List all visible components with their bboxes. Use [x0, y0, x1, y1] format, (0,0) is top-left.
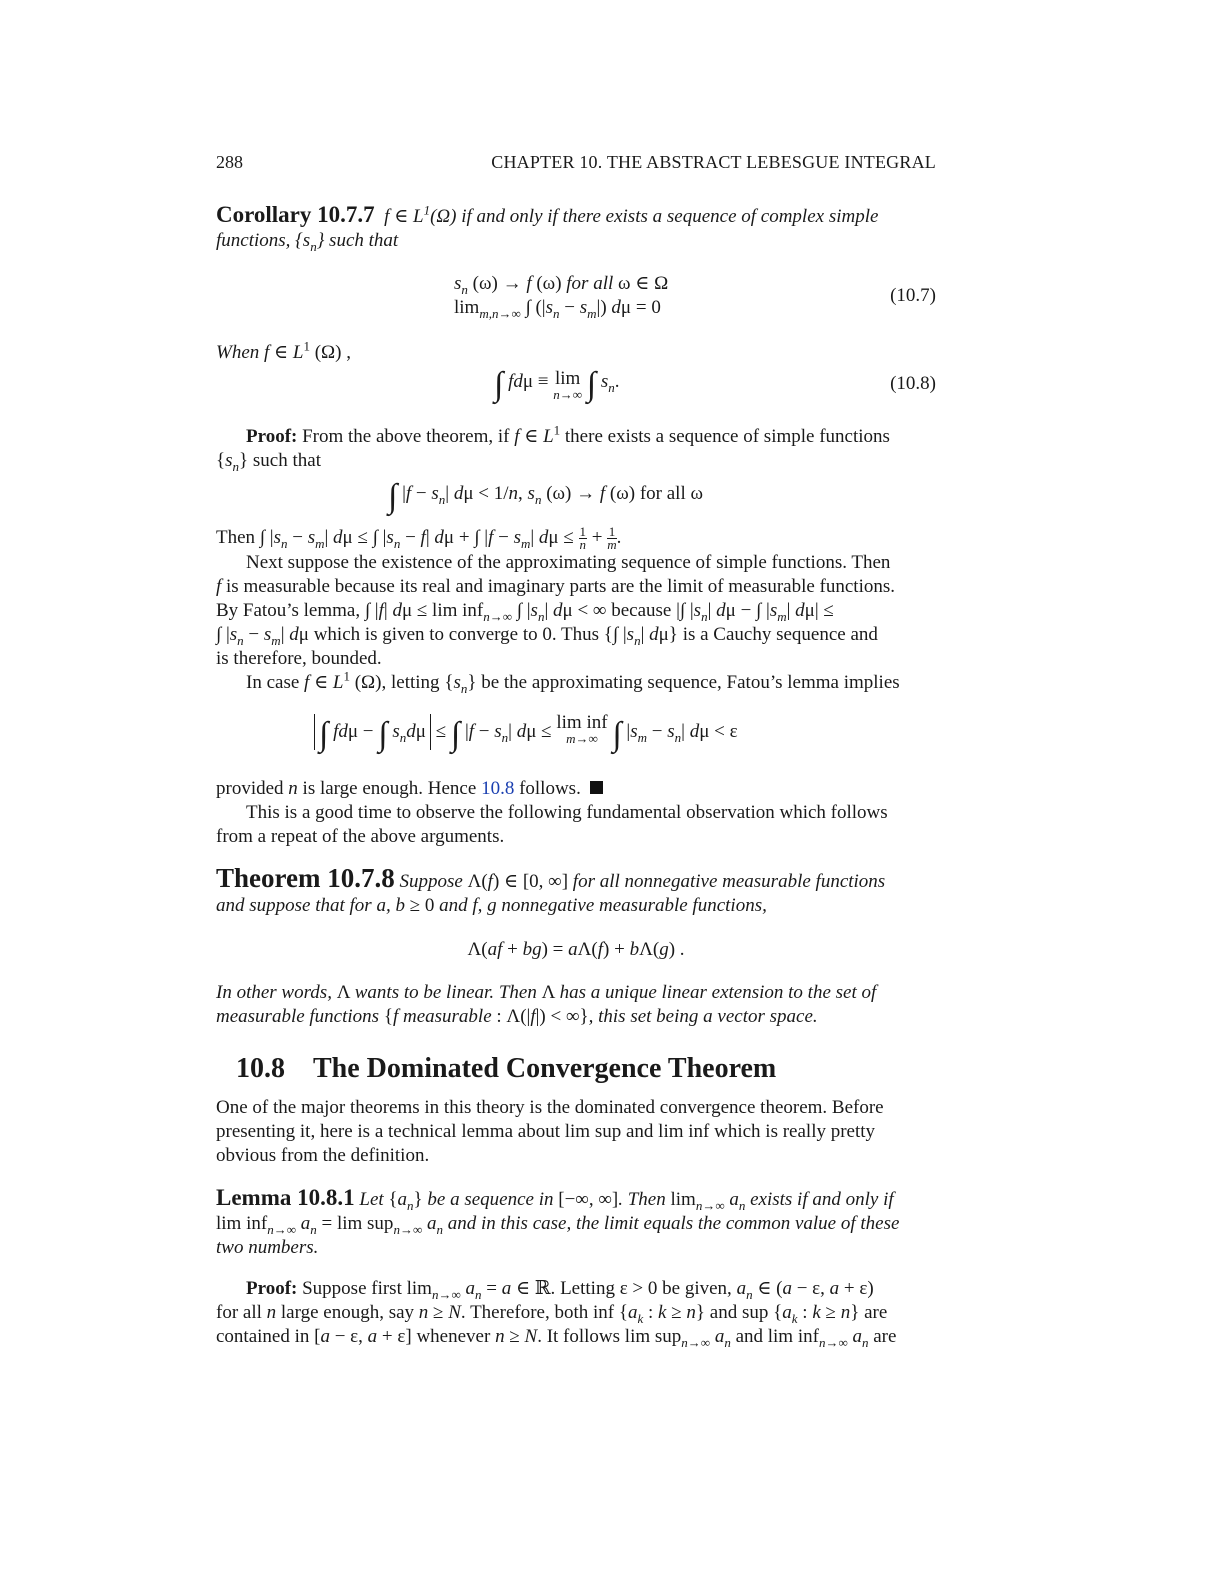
proof-inequality: ∫ $|f - s_n|$ dμ < 1/n, $s_n$ (ω) → f (ω) for all ω — [388, 478, 703, 515]
corollary-label: Corollary 10.7.7 — [216, 202, 375, 227]
theorem-label: Theorem 10.7.8 — [216, 863, 395, 893]
eq-number-10-8: (10.8) — [890, 373, 936, 394]
when-line: When f ∈ $L^1$ (Ω) , — [216, 338, 351, 363]
linearity-equation: Λ(af + bg) = aΛ(f) + bΛ(g) . — [467, 939, 685, 960]
qed-square — [590, 781, 603, 794]
theorem-statement: Theorem 10.7.8 Suppose Λ(f) ∈ [0, ∞] for all nonnegative measurable functions and suppose that for a, b ≥ 0 and f, g nonnegative measurable functions, — [216, 863, 886, 916]
proof-body: Then ∫ $|s_n - s_m|$ dμ ≤ ∫ $|s_n - f|$ dμ + ∫ $|f - s_m|$ dμ ≤ $\frac{1}{n}$ + $\frac{1}{m}$ . Next suppose the existence of the approximating sequence of simple functions. Then f is measurable because its real and imaginary parts are the limit of measurable functions. By Fatou’s lemma, ∫ |f| dμ ≤ lim inf$_{n\to\infty}$ ∫ $|s_n|$ dμ < ∞ because |∫ $|s_n|$ dμ − ∫ $|s_m|$ dμ| ≤ ∫ $|s_n - s_m|$ dμ which is given to converge to 0. Thus {∫ $|s_n|$ dμ} is a Cauchy sequence and is therefore, bounded. In case f ∈ $L^1$ (Ω), letting $\{s_n\}$ be the approximating sequence, Fatou’s lemma implies — [216, 524, 900, 696]
proof-paragraph-2: Proof: Suppose first $\lim_{n\to\infty} a_n = a$ ∈ ℝ. Letting ε > 0 be given, $a_n$ ∈ (a − ε, a + ε) for all n large enough, say n ≥ N. Therefore, both inf {$a_k$ : k ≥ n} and sup {$a_k$ : k ≥ n} are contained in [a − ε, a + ε] whenever n ≥ N. It follows lim sup$_{n\to\infty}$ $a_n$ and lim inf$_{n\to\infty}$ $a_n$ are — [216, 1278, 897, 1350]
running-head — [216, 150, 936, 174]
proof-paragraph-1: Proof: From the above theorem, if f ∈ $L^1$ there exists a sequence of simple functions $\{s_n\}$ such that — [216, 422, 890, 474]
theorem-conclusion: In other words, Λ wants to be linear. Then Λ has a unique linear extension to the set of measurable functions {f measurable : Λ(|f|) < ∞}, this set being a vector space. — [216, 982, 877, 1027]
section-heading: 10.8 The Dominated Convergence Theorem — [236, 1053, 777, 1084]
equation-10-8: ∫ fdμ ≡ lim n→∞ ∫ $s_n$. (10.8) — [494, 366, 936, 403]
chapter-title: CHAPTER 10. THE ABSTRACT LEBESGUE INTEGRAL — [491, 152, 936, 172]
lemma-label: Lemma 10.8.1 — [216, 1185, 355, 1210]
page-number: 288 — [216, 152, 243, 172]
section-intro: One of the major theorems in this theory is the dominated convergence theorem. Before presenting it, here is a technical lemma about lim sup and lim inf which is really pretty obvious from the definition. — [216, 1097, 884, 1166]
fatou-inequality: ∫ fdμ − ∫ $s_nd\mu$ ≤ ∫ $|f - s_n|$ dμ ≤ lim inf m→∞ ∫ $|s_m - s_n|$ dμ < ε — [216, 708, 936, 764]
eq-ref-link[interactable]: 10.8 — [481, 778, 515, 799]
equation-10-7: $s_n$ (ω) → f (ω) for all ω ∈ Ω $\lim_{m,n\to\infty}$ ∫ $(|s_n - s_m|) d\mu = 0$ (10.7) — [454, 273, 936, 321]
proof-conclusion: provided n is large enough. Hence 10.8 follows. This is a good time to observe the following fundamental observation which follows from a repeat of the above arguments. — [216, 778, 888, 847]
corollary-statement: Corollary 10.7.7 f ∈ $L^1(\Omega)$ if and only if there exists a sequence of complex simple functions, $\{s_n\}$ such that — [216, 202, 879, 254]
eq-number-10-7: (10.7) — [890, 285, 936, 306]
lemma-statement: Lemma 10.8.1 Let $\{a_n\}$ be a sequence in [−∞, ∞]. Then $\lim_{n\to\infty} a_n$ exists if and only if lim inf$_{n\to\infty}$ $a_n = \lim sup_{n\to\infty}$ $a_n$ and in this case, the limit equals the common value of these two numbers. — [216, 1185, 900, 1258]
